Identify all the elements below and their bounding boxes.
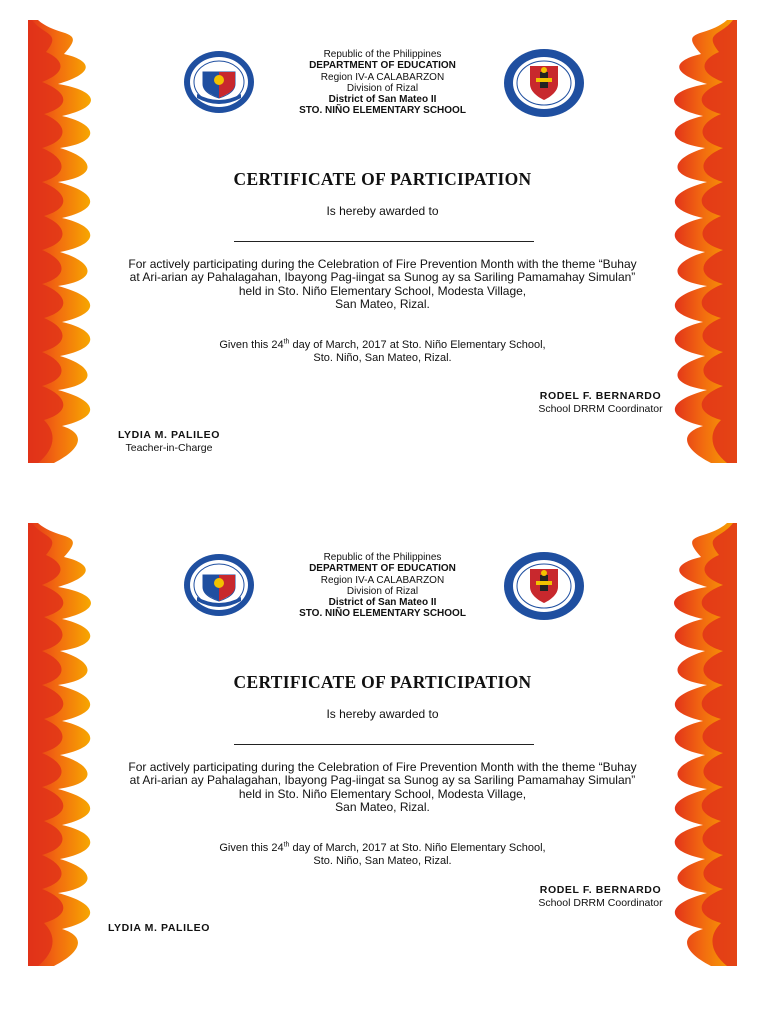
body-line: San Mateo, Rizal.: [335, 296, 430, 311]
letterhead-line: District of San Mateo II: [328, 597, 437, 609]
awarded-to-text: Is hereby awarded to: [326, 707, 439, 721]
body-line: San Mateo, Rizal.: [335, 799, 430, 814]
letterhead-line: Region IV-A CALABARZON: [320, 71, 445, 83]
letterhead-line: DEPARTMENT OF EDUCATION: [309, 60, 456, 72]
body-line: at Ari-arian ay Pahalagahan, Ibayong Pag-iingat sa Sunog ay sa Sariling Pamamahay Simulan”: [129, 270, 636, 285]
given-post: day of March, 2017 at Sto. Niño Elementary School,: [289, 842, 546, 854]
certificate-body: [78, 258, 687, 311]
body-line: at Ari-arian ay Pahalagahan, Ibayong Pag-iingat sa Sunog ay sa Sariling Pamamahay Simulan”: [129, 773, 636, 788]
signatory-left: [108, 922, 210, 935]
given-post: day of March, 2017 at Sto. Niño Elementary School,: [289, 339, 546, 351]
body-line: held in Sto. Niño Elementary School, Modesta Village,: [238, 786, 527, 801]
signatory-name: RODEL F. BERNARDO: [539, 390, 662, 402]
signatory-name: LYDIA M. PALILEO: [118, 429, 220, 441]
given-sup: th: [283, 841, 290, 849]
certificate-1: [28, 20, 737, 463]
certificate-title: CERTIFICATE OF PARTICIPATION: [233, 672, 532, 692]
body-line: held in Sto. Niño Elementary School, Modesta Village,: [238, 283, 527, 298]
letterhead-line: Division of Rizal: [346, 585, 419, 597]
signatory-left: [118, 429, 220, 455]
given-pre: Given this 24: [219, 339, 284, 351]
awarded-to-text: Is hereby awarded to: [326, 204, 439, 218]
signatory-right: [478, 884, 723, 910]
signatory-role: Teacher-in-Charge: [125, 442, 213, 454]
letterhead: [28, 49, 737, 117]
letterhead-line: Division of Rizal: [346, 82, 419, 94]
recipient-name-line: [234, 744, 534, 745]
signatory-role: School DRRM Coordinator: [538, 403, 663, 415]
given-pre: Given this 24: [219, 842, 284, 854]
certificate-2: [28, 523, 737, 966]
signatory-name: RODEL F. BERNARDO: [539, 884, 662, 896]
letterhead-line: District of San Mateo II: [328, 94, 437, 106]
given-statement: [28, 339, 737, 365]
certificate-title: CERTIFICATE OF PARTICIPATION: [233, 169, 532, 189]
certificate-body: [78, 761, 687, 814]
recipient-name-line: [234, 241, 534, 242]
signatory-right: [478, 390, 723, 416]
letterhead-line: DEPARTMENT OF EDUCATION: [309, 563, 456, 575]
body-line: For actively participating during the Celebration of Fire Prevention Month with the theme “Buhay: [128, 257, 637, 271]
given-line-2: Sto. Niño, San Mateo, Rizal.: [313, 352, 452, 364]
body-line: For actively participating during the Celebration of Fire Prevention Month with the theme “Buhay: [128, 760, 637, 774]
letterhead: [28, 552, 737, 620]
letterhead-line: Republic of the Philippines: [323, 552, 442, 563]
letterhead-line: STO. NIÑO ELEMENTARY SCHOOL: [299, 608, 466, 620]
given-statement: [28, 842, 737, 868]
letterhead-line: STO. NIÑO ELEMENTARY SCHOOL: [299, 105, 466, 117]
given-line-2: Sto. Niño, San Mateo, Rizal.: [313, 855, 452, 867]
signatory-role: School DRRM Coordinator: [538, 897, 663, 909]
given-sup: th: [283, 338, 290, 346]
letterhead-line: Region IV-A CALABARZON: [320, 574, 445, 586]
letterhead-line: Republic of the Philippines: [323, 49, 442, 60]
signatory-name: LYDIA M. PALILEO: [108, 922, 210, 934]
